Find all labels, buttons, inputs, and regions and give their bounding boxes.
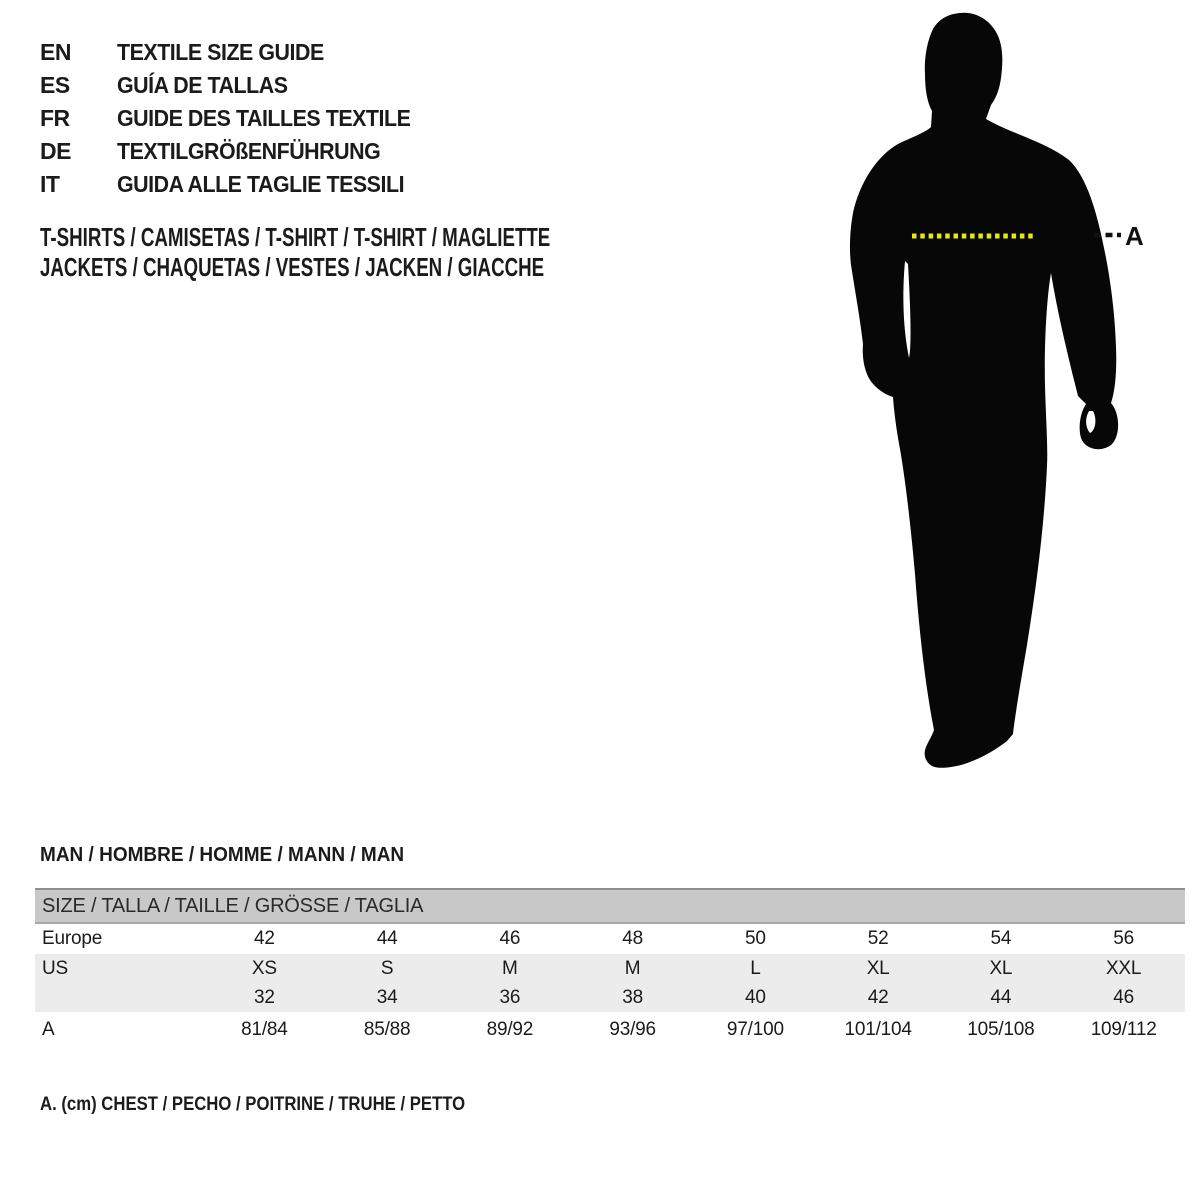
table-cell: 105/108 — [967, 1019, 1035, 1040]
table-cell: XL — [989, 957, 1013, 979]
table-cell: 50 — [745, 928, 766, 949]
language-code: EN — [40, 39, 71, 65]
size-table — [35, 888, 1185, 1048]
table-cell: 32 — [254, 986, 275, 1008]
language-code: DE — [40, 138, 71, 164]
language-code: ES — [40, 72, 70, 98]
table-cell: M — [502, 957, 518, 979]
table-cell: S — [380, 957, 394, 979]
table-cell: 44 — [376, 928, 398, 949]
table-cell: 52 — [867, 928, 889, 949]
measurement-footnote: A. (cm) CHEST / PECHO / POITRINE / TRUHE / PETTO — [40, 1094, 466, 1115]
table-cell: 101/104 — [844, 1019, 912, 1040]
language-code: IT — [40, 171, 60, 197]
table-cell: 54 — [990, 928, 1012, 949]
table-cell: 85/88 — [363, 1019, 411, 1040]
table-cell: 36 — [499, 986, 521, 1008]
table-cell: 40 — [745, 986, 766, 1008]
man-silhouette-body — [850, 13, 1118, 768]
table-cell: M — [624, 957, 641, 979]
table-row-us — [35, 954, 1185, 983]
table-row-chest-a — [35, 1012, 1185, 1048]
section-title: MAN / HOMBRE / HOMME / MANN / MAN — [40, 844, 405, 866]
language-title: GUIDE DES TAILLES TEXTILE — [117, 105, 411, 131]
language-title: GUIDA ALLE TAGLIE TESSILI — [117, 171, 405, 197]
table-row-numeric — [35, 983, 1185, 1012]
table-cell: 46 — [499, 928, 521, 949]
table-cell: XL — [866, 957, 890, 979]
table-cell: 42 — [867, 986, 889, 1008]
category-tshirts: T-SHIRTS / CAMISETAS / T-SHIRT / T-SHIRT / MAGLIETTE — [40, 222, 551, 252]
language-title: GUÍA DE TALLAS — [117, 72, 288, 98]
measure-label-a: A — [1125, 221, 1144, 251]
language-code: FR — [40, 105, 70, 131]
table-cell: 81/84 — [241, 1019, 288, 1040]
table-cell: 42 — [254, 928, 275, 949]
table-cell: L — [750, 957, 761, 979]
table-cell: 46 — [1113, 986, 1134, 1008]
language-title: TEXTILGRÖßENFÜHRUNG — [117, 138, 381, 164]
table-cell: 56 — [1113, 928, 1134, 949]
row-label: A — [42, 1019, 55, 1040]
language-title: TEXTILE SIZE GUIDE — [117, 39, 324, 65]
category-jackets: JACKETS / CHAQUETAS / VESTES / JACKEN / GIACCHE — [40, 252, 545, 282]
table-cell: XS — [251, 957, 277, 979]
table-cell: 109/112 — [1090, 1019, 1157, 1040]
row-label: Europe — [42, 928, 103, 949]
table-cell: 97/100 — [726, 1019, 784, 1040]
table-cell: 44 — [990, 986, 1012, 1008]
table-cell: XXL — [1105, 957, 1142, 979]
table-cell: 89/92 — [486, 1019, 534, 1040]
table-cell: 48 — [622, 928, 643, 949]
table-cell: 38 — [622, 986, 643, 1008]
table-row-europe — [35, 924, 1185, 954]
size-table-header: SIZE / TALLA / TAILLE / GRÖSSE / TAGLIA — [35, 888, 1185, 924]
table-cell: 93/96 — [609, 1019, 656, 1040]
table-cell: 34 — [376, 986, 398, 1008]
row-label: US — [42, 957, 68, 979]
